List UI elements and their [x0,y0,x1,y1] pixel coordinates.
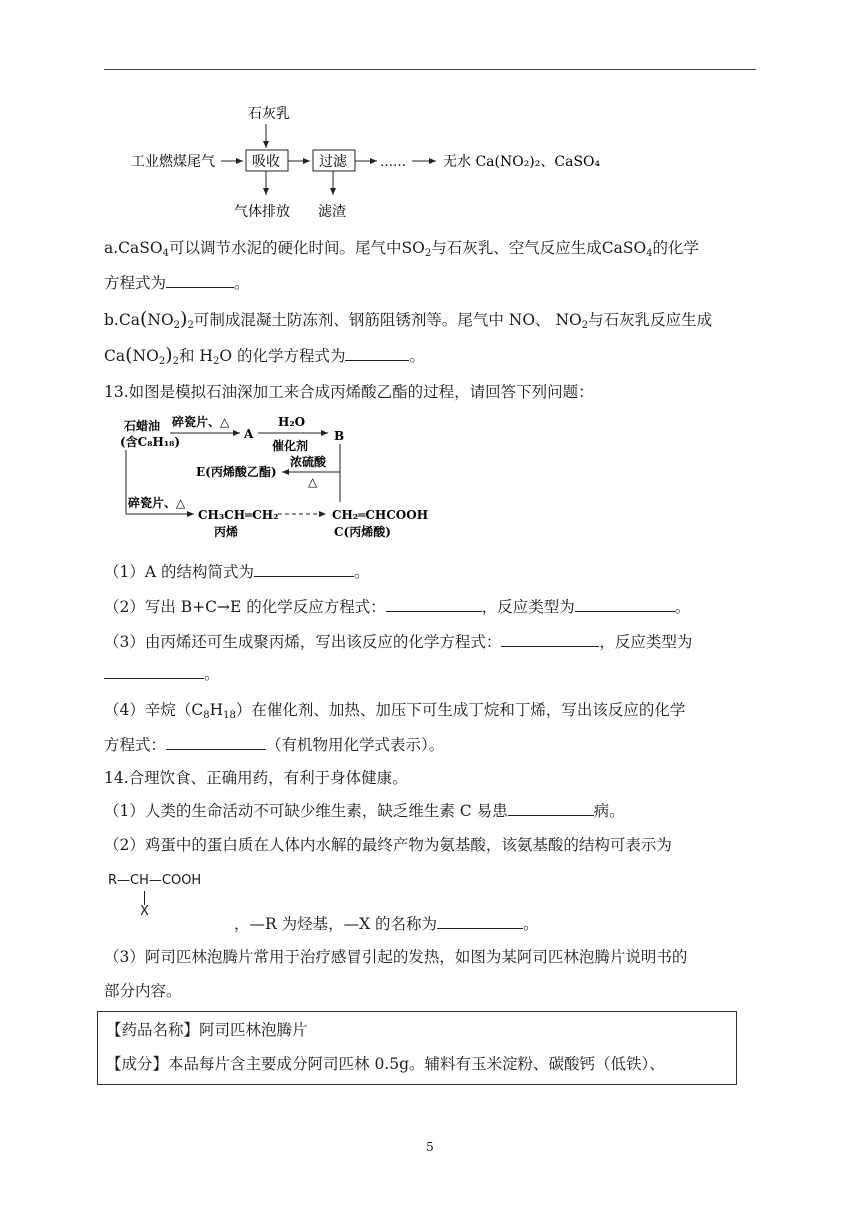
question-14-p2-cont: ，—R 为烃基，—X 的名称为 。 [234,915,539,933]
question-13-p3: （3）由丙烯还可生成聚丙烯，写出该反应的化学方程式： ，反应类型为 [104,633,693,651]
flow-box-absorb: 吸收 [252,154,280,170]
synthesis-flow-diagram [0,410,860,550]
leaflet-composition-row: 【成分】本品每片含主要成分阿司匹林 0.5g。辅料有玉米淀粉、碳酸钙（低铁）、 [106,1055,665,1073]
answer-blank[interactable] [501,632,599,647]
diagram-h2o: H₂O [278,415,306,429]
question-12b-line2: $Ca(NO_2)_2$和 $H_2O$ 的化学方程式为 。 [104,344,425,367]
diagram-A: A [244,427,254,441]
question-13-p4-cont: 方程式： （有机物用化学式表示）。 [104,736,445,754]
answer-blank[interactable] [166,273,234,288]
diagram-catalyst: 催化剂 [272,439,309,453]
flow-box-filter: 过滤 [319,154,347,170]
diagram-h2so4: 浓硫酸 [290,455,327,469]
question-13-title: 13.如图是模拟石油深加工来合成丙烯酸乙酯的过程，请回答下列问题： [104,383,594,401]
flow-product: 无水 Ca(NO₂)₂、CaSO₄ [443,154,601,170]
diagram-propene-name: 丙烯 [214,525,239,539]
amino-acid-structure: R—CH—COOH X [108,873,202,919]
diagram-ester: E(丙烯酸乙酯) [196,465,277,479]
question-13-p3-cont: 。 [104,664,220,684]
question-14-title: 14.合理饮食、正确用药，有利于身体健康。 [104,769,408,787]
question-14-p3: （3）阿司匹林泡腾片常用于治疗感冒引起的发热，如图为某阿司匹林泡腾片说明书的 [104,948,688,966]
question-14-p3-cont: 部分内容。 [104,982,182,1000]
answer-blank[interactable] [104,664,204,679]
absorption-flow-diagram [0,0,860,230]
diagram-paraffin-formula: (含C₈H₁₈) [120,435,181,449]
answer-blank[interactable] [386,597,482,612]
diagram-cond1: 碎瓷片、△ [172,415,230,429]
question-13-p1: （1）A 的结构简式为 。 [104,563,370,581]
flow-out-residue: 滤渣 [318,204,346,220]
flow-out-gas: 气体排放 [234,204,290,220]
diagram-acrylic-name: C(丙烯酸) [334,525,391,539]
answer-blank[interactable] [254,562,354,577]
question-13-p2: （2）写出 B+C→E 的化学反应方程式： ，反应类型为 。 [104,598,691,616]
answer-blank[interactable] [437,914,523,929]
flow-dots: …… [380,155,406,170]
question-14-p2: （2）鸡蛋中的蛋白质在人体内水解的最终产物为氨基酸，该氨基酸的结构可表示为 [104,836,672,854]
diagram-acrylic-acid: CH₂═CHCOOH [332,508,429,522]
question-12a-line2: 方程式为 。 [104,274,250,292]
answer-blank[interactable] [508,801,594,816]
question-14-p1: （1）人类的生命活动不可缺少维生素，缺乏维生素 C 易患 病。 [104,802,625,820]
page-number: 5 [426,1140,434,1154]
drug-leaflet-box [97,1011,737,1085]
diagram-B: B [334,429,345,443]
diagram-paraffin: 石蜡油 [124,419,161,433]
question-12b-line1: $b.Ca(NO_2)_2$可制成混凝土防冻剂、钢筋阻锈剂等。尾气中 NO、 $NO_2$与石灰乳反应生成 [104,308,713,331]
flow-input-lime: 石灰乳 [248,106,290,122]
diagram-delta: △ [308,475,318,489]
question-13-p4: （4）辛烷$(C_8H_{18})$在催化剂、加热、加压下可生成丁烷和丁烯，写出该反应的化学 [104,701,686,721]
diagram-cond2: 碎瓷片、△ [128,496,186,510]
answer-blank[interactable] [575,597,675,612]
answer-blank[interactable] [345,346,409,361]
question-12a-line1: a.CaSO$_4$可以调节水泥的硬化时间。尾气中$SO_2$与石灰乳、空气反应生成CaSO$_4$的化学 [104,239,700,259]
answer-blank[interactable] [166,735,266,750]
diagram-propene: CH₃CH═CH₂ [198,508,279,522]
leaflet-name-row: 【药品名称】阿司匹林泡腾片 [106,1021,308,1039]
flow-source: 工业燃煤尾气 [131,154,215,170]
